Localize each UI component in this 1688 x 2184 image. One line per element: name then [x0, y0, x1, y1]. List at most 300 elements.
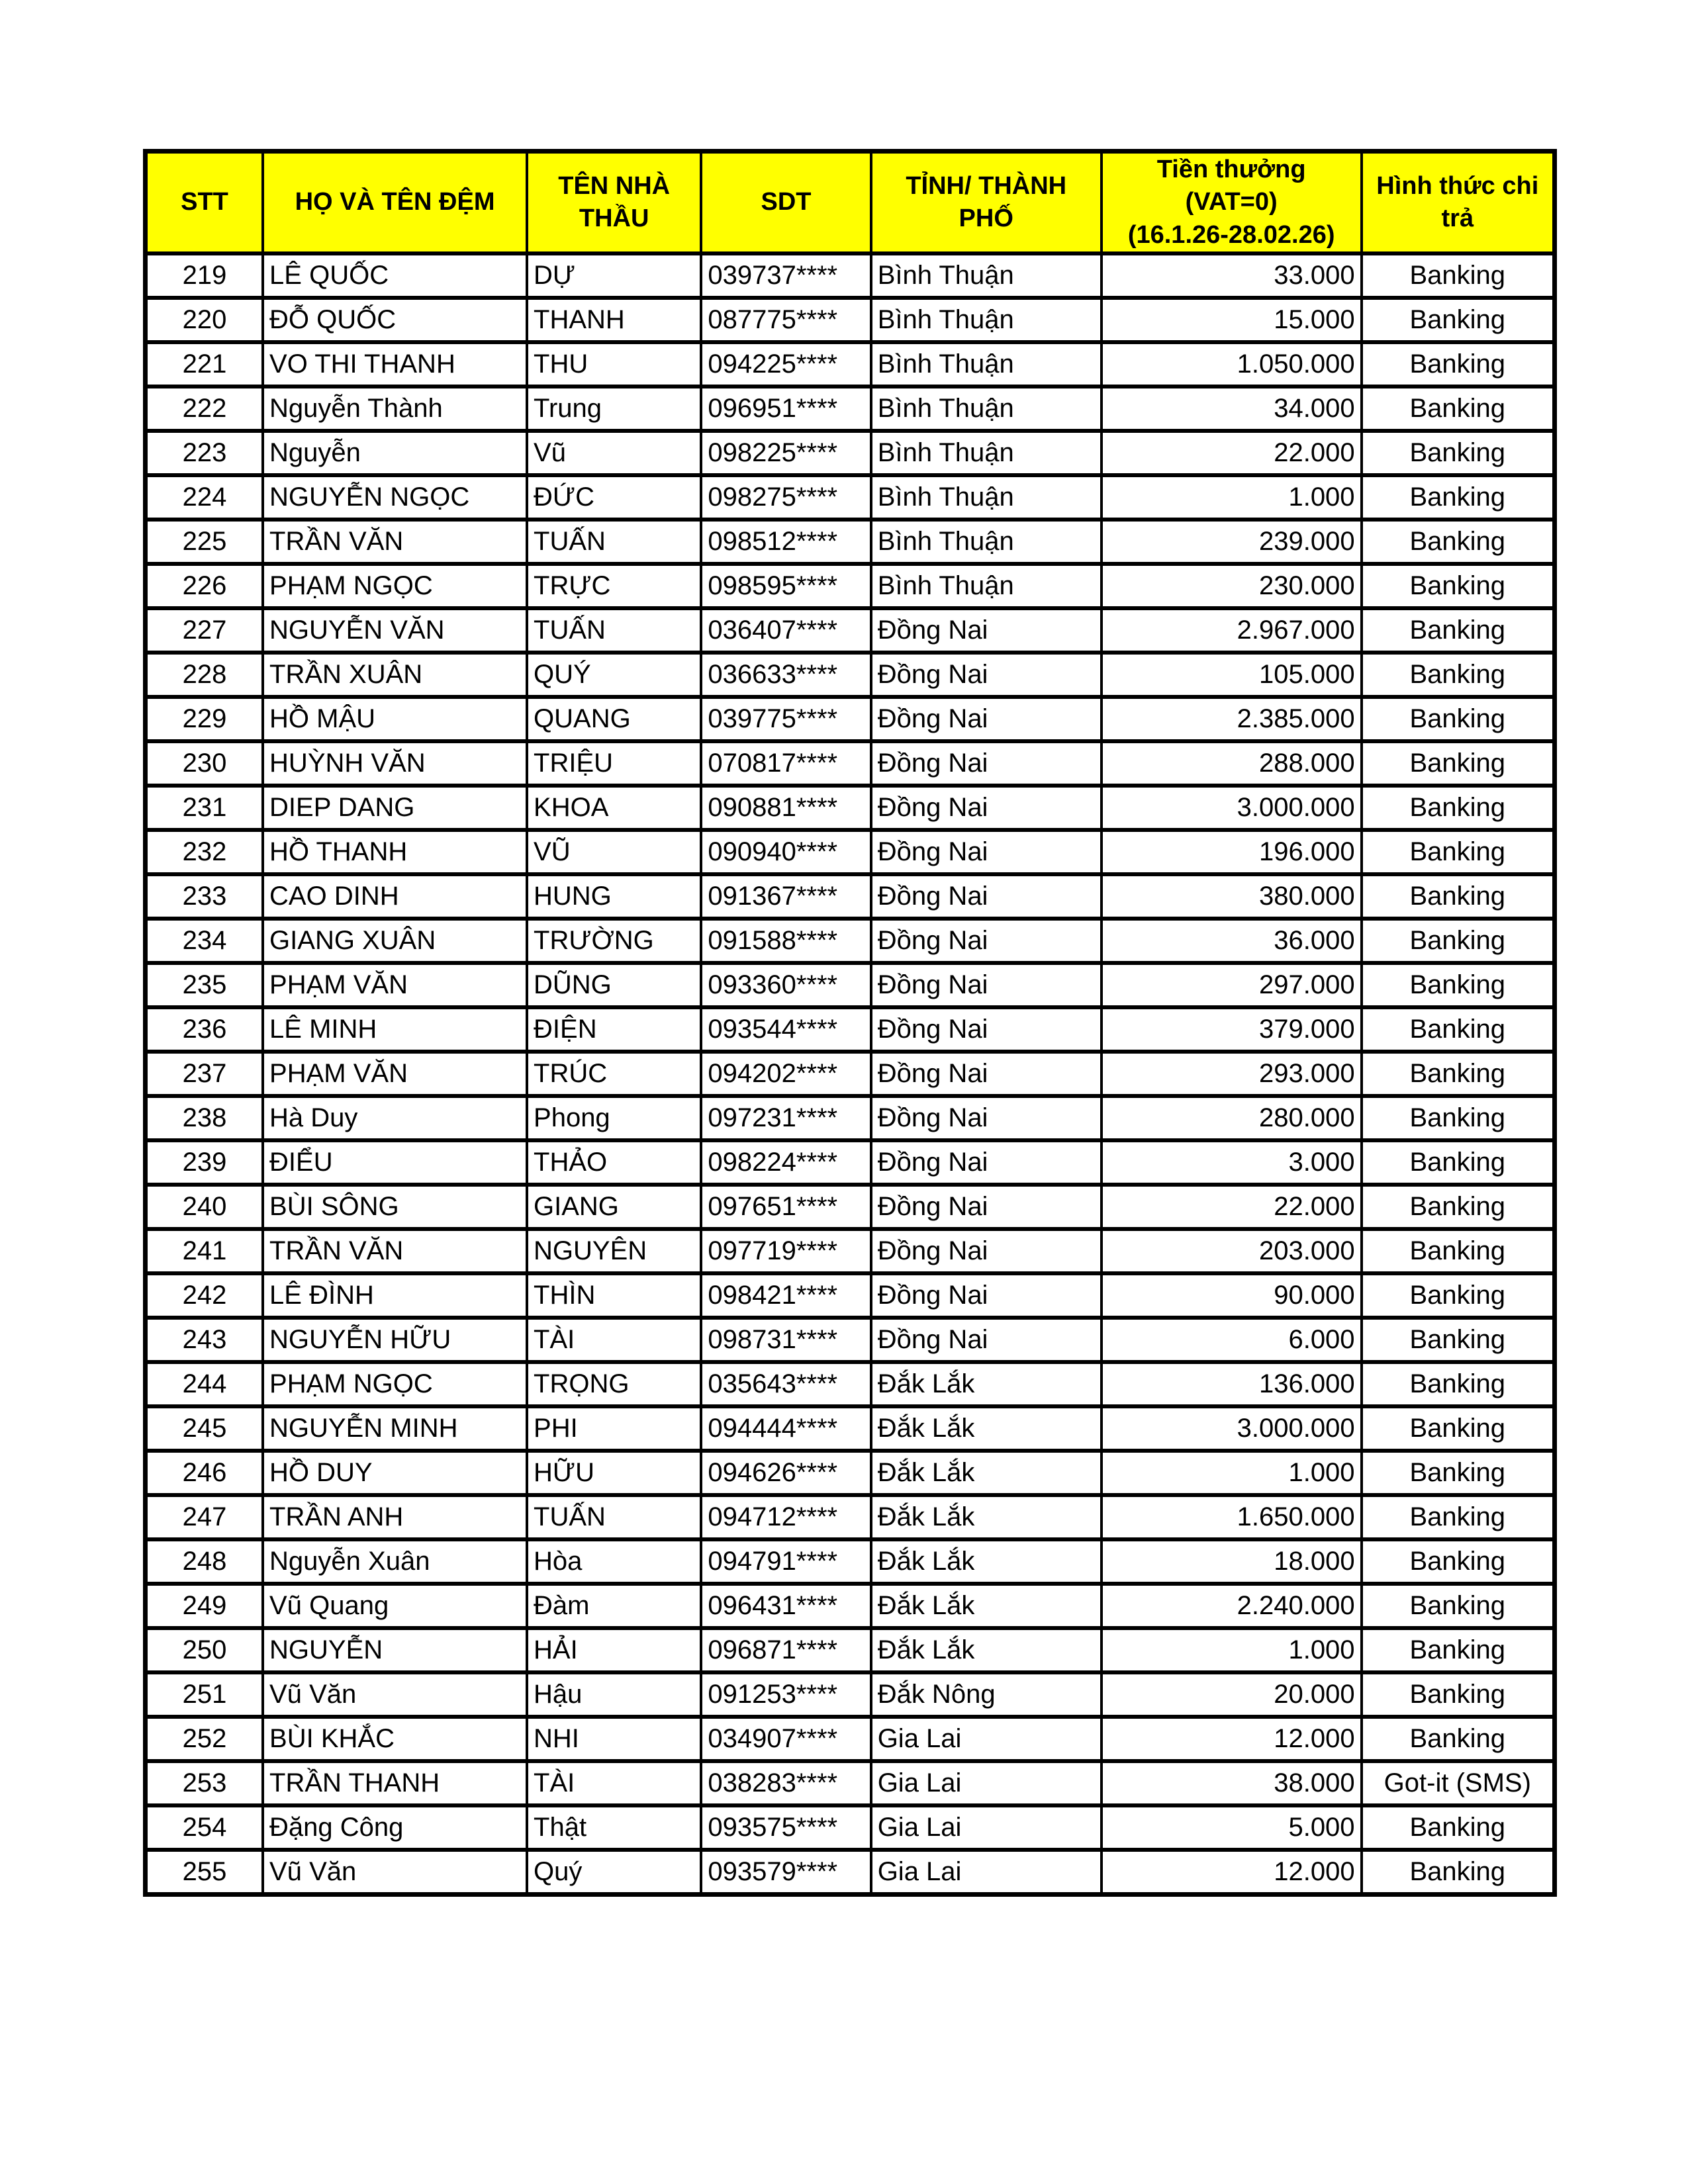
cell-hinh-thuc-chi-tra: Got-it (SMS) — [1362, 1761, 1555, 1805]
tien-thuong-line1: Tiền thưởng (VAT=0) — [1156, 156, 1306, 216]
cell-sdt: 091367**** — [701, 874, 870, 919]
cell-tinh-thanh-pho: Bình Thuận — [871, 475, 1102, 520]
cell-ho-va-ten-dem: Vũ Văn — [263, 1850, 527, 1895]
table-row — [146, 874, 1555, 919]
cell-stt: 234 — [146, 919, 263, 963]
cell-tien-thuong: 12.000 — [1102, 1717, 1362, 1761]
cell-hinh-thuc-chi-tra: Banking — [1362, 1318, 1555, 1362]
cell-tien-thuong: 34.000 — [1102, 387, 1362, 431]
cell-tinh-thanh-pho: Đắk Lắk — [871, 1406, 1102, 1451]
cell-sdt: 091588**** — [701, 919, 870, 963]
cell-ho-va-ten-dem: TRẦN XUÂN — [263, 653, 527, 697]
table-row — [146, 1584, 1555, 1628]
cell-tinh-thanh-pho: Đồng Nai — [871, 1052, 1102, 1096]
cell-tien-thuong: 2.385.000 — [1102, 697, 1362, 741]
cell-tinh-thanh-pho: Bình Thuận — [871, 387, 1102, 431]
cell-ho-va-ten-dem: LÊ QUỐC — [263, 253, 527, 298]
cell-tien-thuong: 1.050.000 — [1102, 342, 1362, 387]
cell-tien-thuong: 379.000 — [1102, 1007, 1362, 1052]
header-row — [146, 152, 1555, 254]
cell-ten-nha-thau: NGUYÊN — [527, 1229, 701, 1273]
cell-tinh-thanh-pho: Đắk Nông — [871, 1672, 1102, 1717]
cell-ten-nha-thau: GIANG — [527, 1185, 701, 1229]
table-row — [146, 1717, 1555, 1761]
cell-stt: 255 — [146, 1850, 263, 1895]
cell-hinh-thuc-chi-tra: Banking — [1362, 653, 1555, 697]
cell-sdt: 093575**** — [701, 1805, 870, 1850]
cell-sdt: 094791**** — [701, 1539, 870, 1584]
cell-ten-nha-thau: THÌN — [527, 1273, 701, 1318]
cell-ho-va-ten-dem: DIEP DANG — [263, 786, 527, 830]
table-row — [146, 1362, 1555, 1406]
cell-ten-nha-thau: TUẤN — [527, 1495, 701, 1539]
cell-tien-thuong: 280.000 — [1102, 1096, 1362, 1140]
cell-hinh-thuc-chi-tra: Banking — [1362, 342, 1555, 387]
cell-hinh-thuc-chi-tra: Banking — [1362, 564, 1555, 608]
cell-stt: 249 — [146, 1584, 263, 1628]
cell-tien-thuong: 230.000 — [1102, 564, 1362, 608]
cell-hinh-thuc-chi-tra: Banking — [1362, 1628, 1555, 1672]
cell-tinh-thanh-pho: Gia Lai — [871, 1717, 1102, 1761]
cell-tinh-thanh-pho: Đắk Lắk — [871, 1495, 1102, 1539]
cell-sdt: 093544**** — [701, 1007, 870, 1052]
cell-tien-thuong: 38.000 — [1102, 1761, 1362, 1805]
cell-ho-va-ten-dem: CAO DINH — [263, 874, 527, 919]
cell-ten-nha-thau: TRƯỜNG — [527, 919, 701, 963]
cell-ho-va-ten-dem: Nguyễn Thành — [263, 387, 527, 431]
cell-tinh-thanh-pho: Đồng Nai — [871, 653, 1102, 697]
cell-ho-va-ten-dem: ĐỖ QUỐC — [263, 298, 527, 342]
cell-ten-nha-thau: DỰ — [527, 253, 701, 298]
cell-ho-va-ten-dem: VO THI THANH — [263, 342, 527, 387]
cell-hinh-thuc-chi-tra: Banking — [1362, 786, 1555, 830]
table-body — [146, 253, 1555, 1895]
table-row — [146, 1761, 1555, 1805]
cell-ho-va-ten-dem: PHẠM NGỌC — [263, 564, 527, 608]
table-row — [146, 1495, 1555, 1539]
cell-ho-va-ten-dem: Nguyễn Xuân — [263, 1539, 527, 1584]
cell-sdt: 093579**** — [701, 1850, 870, 1895]
table-row — [146, 1052, 1555, 1096]
cell-ten-nha-thau: Quý — [527, 1850, 701, 1895]
cell-stt: 248 — [146, 1539, 263, 1584]
cell-hinh-thuc-chi-tra: Banking — [1362, 431, 1555, 475]
cell-tinh-thanh-pho: Gia Lai — [871, 1805, 1102, 1850]
cell-ho-va-ten-dem: PHẠM VĂN — [263, 1052, 527, 1096]
cell-sdt: 098224**** — [701, 1140, 870, 1185]
cell-stt: 237 — [146, 1052, 263, 1096]
cell-hinh-thuc-chi-tra: Banking — [1362, 298, 1555, 342]
cell-tien-thuong: 1.000 — [1102, 475, 1362, 520]
cell-ho-va-ten-dem: NGUYỄN HỮU — [263, 1318, 527, 1362]
cell-hinh-thuc-chi-tra: Banking — [1362, 608, 1555, 653]
cell-stt: 250 — [146, 1628, 263, 1672]
cell-sdt: 039775**** — [701, 697, 870, 741]
cell-sdt: 098731**** — [701, 1318, 870, 1362]
cell-tien-thuong: 20.000 — [1102, 1672, 1362, 1717]
cell-tien-thuong: 5.000 — [1102, 1805, 1362, 1850]
cell-tien-thuong: 90.000 — [1102, 1273, 1362, 1318]
cell-stt: 252 — [146, 1717, 263, 1761]
cell-sdt: 094444**** — [701, 1406, 870, 1451]
cell-hinh-thuc-chi-tra: Banking — [1362, 1052, 1555, 1096]
cell-stt: 239 — [146, 1140, 263, 1185]
cell-tinh-thanh-pho: Gia Lai — [871, 1850, 1102, 1895]
table-row — [146, 919, 1555, 963]
cell-tien-thuong: 15.000 — [1102, 298, 1362, 342]
cell-hinh-thuc-chi-tra: Banking — [1362, 1406, 1555, 1451]
cell-tien-thuong: 18.000 — [1102, 1539, 1362, 1584]
cell-ho-va-ten-dem: NGUYỄN VĂN — [263, 608, 527, 653]
cell-hinh-thuc-chi-tra: Banking — [1362, 697, 1555, 741]
table-row — [146, 1007, 1555, 1052]
cell-ten-nha-thau: Hòa — [527, 1539, 701, 1584]
cell-tinh-thanh-pho: Đồng Nai — [871, 919, 1102, 963]
cell-hinh-thuc-chi-tra: Banking — [1362, 1495, 1555, 1539]
cell-sdt: 097651**** — [701, 1185, 870, 1229]
cell-sdt: 090881**** — [701, 786, 870, 830]
cell-tinh-thanh-pho: Đồng Nai — [871, 874, 1102, 919]
cell-tinh-thanh-pho: Đắk Lắk — [871, 1539, 1102, 1584]
cell-tinh-thanh-pho: Bình Thuận — [871, 342, 1102, 387]
cell-tien-thuong: 3.000 — [1102, 1140, 1362, 1185]
cell-ten-nha-thau: TRỌNG — [527, 1362, 701, 1406]
cell-ho-va-ten-dem: GIANG XUÂN — [263, 919, 527, 963]
table-row — [146, 1140, 1555, 1185]
cell-ten-nha-thau: QUANG — [527, 697, 701, 741]
cell-ten-nha-thau: ĐỨC — [527, 475, 701, 520]
cell-tinh-thanh-pho: Đồng Nai — [871, 963, 1102, 1007]
cell-sdt: 096871**** — [701, 1628, 870, 1672]
cell-tien-thuong: 3.000.000 — [1102, 1406, 1362, 1451]
cell-tien-thuong: 33.000 — [1102, 253, 1362, 298]
cell-ten-nha-thau: PHI — [527, 1406, 701, 1451]
cell-stt: 253 — [146, 1761, 263, 1805]
cell-sdt: 097231**** — [701, 1096, 870, 1140]
cell-tinh-thanh-pho: Đồng Nai — [871, 697, 1102, 741]
cell-tinh-thanh-pho: Đắk Lắk — [871, 1362, 1102, 1406]
cell-sdt: 096431**** — [701, 1584, 870, 1628]
cell-sdt: 070817**** — [701, 741, 870, 786]
table-row — [146, 564, 1555, 608]
cell-tien-thuong: 203.000 — [1102, 1229, 1362, 1273]
cell-tien-thuong: 22.000 — [1102, 1185, 1362, 1229]
cell-ho-va-ten-dem: BÙI KHẮC — [263, 1717, 527, 1761]
cell-ho-va-ten-dem: HỒ DUY — [263, 1451, 527, 1495]
cell-ten-nha-thau: THU — [527, 342, 701, 387]
cell-sdt: 036633**** — [701, 653, 870, 697]
cell-stt: 225 — [146, 520, 263, 564]
cell-ten-nha-thau: Đàm — [527, 1584, 701, 1628]
cell-ten-nha-thau: QUÝ — [527, 653, 701, 697]
cell-tien-thuong: 1.000 — [1102, 1451, 1362, 1495]
cell-ho-va-ten-dem: NGUYỄN MINH — [263, 1406, 527, 1451]
table-row — [146, 653, 1555, 697]
cell-ten-nha-thau: TRIỆU — [527, 741, 701, 786]
cell-stt: 251 — [146, 1672, 263, 1717]
cell-ho-va-ten-dem: Vũ Văn — [263, 1672, 527, 1717]
cell-stt: 230 — [146, 741, 263, 786]
cell-tinh-thanh-pho: Đồng Nai — [871, 741, 1102, 786]
cell-sdt: 098595**** — [701, 564, 870, 608]
cell-ho-va-ten-dem: PHẠM VĂN — [263, 963, 527, 1007]
cell-stt: 247 — [146, 1495, 263, 1539]
cell-stt: 226 — [146, 564, 263, 608]
cell-hinh-thuc-chi-tra: Banking — [1362, 1229, 1555, 1273]
cell-tinh-thanh-pho: Đồng Nai — [871, 1007, 1102, 1052]
cell-hinh-thuc-chi-tra: Banking — [1362, 1717, 1555, 1761]
table-row — [146, 1273, 1555, 1318]
cell-hinh-thuc-chi-tra: Banking — [1362, 1273, 1555, 1318]
header-cell-hinh-thuc-chi-tra: Hình thức chi trả — [1362, 152, 1555, 254]
cell-sdt: 093360**** — [701, 963, 870, 1007]
header-cell-tien-thuong — [1102, 152, 1362, 254]
cell-hinh-thuc-chi-tra: Banking — [1362, 919, 1555, 963]
cell-sdt: 094202**** — [701, 1052, 870, 1096]
table-row — [146, 1672, 1555, 1717]
cell-ten-nha-thau: DŨNG — [527, 963, 701, 1007]
cell-ten-nha-thau: TRÚC — [527, 1052, 701, 1096]
cell-tinh-thanh-pho: Đồng Nai — [871, 1185, 1102, 1229]
cell-sdt: 091253**** — [701, 1672, 870, 1717]
table-row — [146, 1628, 1555, 1672]
cell-sdt: 098421**** — [701, 1273, 870, 1318]
cell-tinh-thanh-pho: Đồng Nai — [871, 1229, 1102, 1273]
table-row — [146, 1406, 1555, 1451]
cell-tien-thuong: 136.000 — [1102, 1362, 1362, 1406]
cell-ho-va-ten-dem: NGUYỄN — [263, 1628, 527, 1672]
cell-ho-va-ten-dem: LÊ ĐÌNH — [263, 1273, 527, 1318]
cell-ho-va-ten-dem: BÙI SÔNG — [263, 1185, 527, 1229]
cell-sdt: 098225**** — [701, 431, 870, 475]
cell-hinh-thuc-chi-tra: Banking — [1362, 1096, 1555, 1140]
cell-tinh-thanh-pho: Bình Thuận — [871, 431, 1102, 475]
table-row — [146, 520, 1555, 564]
cell-tinh-thanh-pho: Đồng Nai — [871, 1273, 1102, 1318]
cell-ten-nha-thau: TUẤN — [527, 520, 701, 564]
cell-stt: 228 — [146, 653, 263, 697]
cell-ho-va-ten-dem: ĐIỂU — [263, 1140, 527, 1185]
cell-hinh-thuc-chi-tra: Banking — [1362, 253, 1555, 298]
cell-ten-nha-thau: TÀI — [527, 1761, 701, 1805]
table-row — [146, 342, 1555, 387]
cell-tien-thuong: 288.000 — [1102, 741, 1362, 786]
cell-sdt: 094712**** — [701, 1495, 870, 1539]
table-row — [146, 1318, 1555, 1362]
cell-ten-nha-thau: TÀI — [527, 1318, 701, 1362]
cell-ten-nha-thau: HẢI — [527, 1628, 701, 1672]
cell-tinh-thanh-pho: Bình Thuận — [871, 564, 1102, 608]
cell-hinh-thuc-chi-tra: Banking — [1362, 1850, 1555, 1895]
cell-tien-thuong: 12.000 — [1102, 1850, 1362, 1895]
cell-tinh-thanh-pho: Bình Thuận — [871, 298, 1102, 342]
cell-stt: 223 — [146, 431, 263, 475]
cell-ho-va-ten-dem: Nguyễn — [263, 431, 527, 475]
table-row — [146, 253, 1555, 298]
cell-stt: 221 — [146, 342, 263, 387]
cell-ten-nha-thau: KHOA — [527, 786, 701, 830]
cell-ten-nha-thau: VŨ — [527, 830, 701, 874]
cell-stt: 235 — [146, 963, 263, 1007]
tien-thuong-line2: (16.1.26-28.02.26) — [1127, 220, 1335, 249]
cell-stt: 222 — [146, 387, 263, 431]
cell-tinh-thanh-pho: Đồng Nai — [871, 1318, 1102, 1362]
cell-sdt: 039737**** — [701, 253, 870, 298]
cell-ten-nha-thau: HUNG — [527, 874, 701, 919]
cell-stt: 233 — [146, 874, 263, 919]
cell-ten-nha-thau: Vũ — [527, 431, 701, 475]
cell-hinh-thuc-chi-tra: Banking — [1362, 1140, 1555, 1185]
cell-ho-va-ten-dem: Đặng Công — [263, 1805, 527, 1850]
table-row — [146, 1805, 1555, 1850]
cell-ho-va-ten-dem: HỒ MẬU — [263, 697, 527, 741]
table-row — [146, 963, 1555, 1007]
cell-hinh-thuc-chi-tra: Banking — [1362, 520, 1555, 564]
table-row — [146, 475, 1555, 520]
table-row — [146, 431, 1555, 475]
cell-tinh-thanh-pho: Đồng Nai — [871, 1096, 1102, 1140]
table-row — [146, 1850, 1555, 1895]
cell-ten-nha-thau: TUẤN — [527, 608, 701, 653]
table-row — [146, 1229, 1555, 1273]
cell-hinh-thuc-chi-tra: Banking — [1362, 830, 1555, 874]
cell-ho-va-ten-dem: Hà Duy — [263, 1096, 527, 1140]
cell-tien-thuong: 2.240.000 — [1102, 1584, 1362, 1628]
cell-ho-va-ten-dem: HUỲNH VĂN — [263, 741, 527, 786]
cell-stt: 227 — [146, 608, 263, 653]
cell-tien-thuong: 380.000 — [1102, 874, 1362, 919]
cell-ho-va-ten-dem: TRẦN ANH — [263, 1495, 527, 1539]
cell-hinh-thuc-chi-tra: Banking — [1362, 1451, 1555, 1495]
cell-stt: 245 — [146, 1406, 263, 1451]
cell-tinh-thanh-pho: Đồng Nai — [871, 1140, 1102, 1185]
cell-hinh-thuc-chi-tra: Banking — [1362, 963, 1555, 1007]
cell-ten-nha-thau: THANH — [527, 298, 701, 342]
cell-ho-va-ten-dem: TRẦN VĂN — [263, 1229, 527, 1273]
table-row — [146, 697, 1555, 741]
table-row — [146, 741, 1555, 786]
cell-ten-nha-thau: NHI — [527, 1717, 701, 1761]
cell-hinh-thuc-chi-tra: Banking — [1362, 741, 1555, 786]
cell-stt: 232 — [146, 830, 263, 874]
cell-hinh-thuc-chi-tra: Banking — [1362, 1185, 1555, 1229]
cell-tien-thuong: 6.000 — [1102, 1318, 1362, 1362]
cell-tinh-thanh-pho: Đồng Nai — [871, 786, 1102, 830]
table-row — [146, 1185, 1555, 1229]
table-row — [146, 1539, 1555, 1584]
cell-ten-nha-thau: THẢO — [527, 1140, 701, 1185]
cell-tien-thuong: 297.000 — [1102, 963, 1362, 1007]
cell-ho-va-ten-dem: TRẦN THANH — [263, 1761, 527, 1805]
cell-stt: 224 — [146, 475, 263, 520]
cell-ten-nha-thau: ĐIỆN — [527, 1007, 701, 1052]
cell-ten-nha-thau: Thật — [527, 1805, 701, 1850]
cell-tien-thuong: 36.000 — [1102, 919, 1362, 963]
cell-sdt: 094225**** — [701, 342, 870, 387]
cell-tien-thuong: 3.000.000 — [1102, 786, 1362, 830]
cell-hinh-thuc-chi-tra: Banking — [1362, 1805, 1555, 1850]
cell-hinh-thuc-chi-tra: Banking — [1362, 874, 1555, 919]
cell-stt: 244 — [146, 1362, 263, 1406]
table-row — [146, 1096, 1555, 1140]
cell-sdt: 035643**** — [701, 1362, 870, 1406]
cell-tinh-thanh-pho: Đồng Nai — [871, 830, 1102, 874]
table-row — [146, 1451, 1555, 1495]
cell-stt: 242 — [146, 1273, 263, 1318]
cell-tien-thuong: 1.000 — [1102, 1628, 1362, 1672]
cell-ho-va-ten-dem: NGUYỄN NGỌC — [263, 475, 527, 520]
cell-tinh-thanh-pho: Đắk Lắk — [871, 1628, 1102, 1672]
table-row — [146, 786, 1555, 830]
cell-ho-va-ten-dem: LÊ MINH — [263, 1007, 527, 1052]
cell-sdt: 087775**** — [701, 298, 870, 342]
cell-tien-thuong: 105.000 — [1102, 653, 1362, 697]
cell-stt: 238 — [146, 1096, 263, 1140]
table-row — [146, 830, 1555, 874]
cell-hinh-thuc-chi-tra: Banking — [1362, 1362, 1555, 1406]
cell-sdt: 094626**** — [701, 1451, 870, 1495]
cell-stt: 254 — [146, 1805, 263, 1850]
cell-stt: 220 — [146, 298, 263, 342]
cell-stt: 243 — [146, 1318, 263, 1362]
cell-stt: 246 — [146, 1451, 263, 1495]
cell-ten-nha-thau: Phong — [527, 1096, 701, 1140]
cell-sdt: 097719**** — [701, 1229, 870, 1273]
cell-ho-va-ten-dem: PHẠM NGỌC — [263, 1362, 527, 1406]
cell-stt: 219 — [146, 253, 263, 298]
header-cell-tinh-thanh-pho: TỈNH/ THÀNH PHỐ — [871, 152, 1102, 254]
cell-hinh-thuc-chi-tra: Banking — [1362, 1007, 1555, 1052]
table-row — [146, 298, 1555, 342]
cell-tinh-thanh-pho: Đắk Lắk — [871, 1451, 1102, 1495]
cell-sdt: 098275**** — [701, 475, 870, 520]
prize-table — [143, 149, 1557, 1897]
cell-hinh-thuc-chi-tra: Banking — [1362, 1584, 1555, 1628]
header-cell-ho-va-ten-dem: HỌ VÀ TÊN ĐỆM — [263, 152, 527, 254]
cell-hinh-thuc-chi-tra: Banking — [1362, 1672, 1555, 1717]
cell-stt: 236 — [146, 1007, 263, 1052]
cell-ten-nha-thau: TRỰC — [527, 564, 701, 608]
cell-tinh-thanh-pho: Đồng Nai — [871, 608, 1102, 653]
table-row — [146, 387, 1555, 431]
cell-tien-thuong: 2.967.000 — [1102, 608, 1362, 653]
cell-sdt: 036407**** — [701, 608, 870, 653]
header-cell-ten-nha-thau: TÊN NHÀ THẦU — [527, 152, 701, 254]
cell-hinh-thuc-chi-tra: Banking — [1362, 387, 1555, 431]
cell-tien-thuong: 22.000 — [1102, 431, 1362, 475]
cell-sdt: 038283**** — [701, 1761, 870, 1805]
cell-stt: 229 — [146, 697, 263, 741]
cell-stt: 240 — [146, 1185, 263, 1229]
cell-tinh-thanh-pho: Bình Thuận — [871, 253, 1102, 298]
cell-ten-nha-thau: HỮU — [527, 1451, 701, 1495]
header-cell-sdt: SDT — [701, 152, 870, 254]
cell-ho-va-ten-dem: Vũ Quang — [263, 1584, 527, 1628]
cell-hinh-thuc-chi-tra: Banking — [1362, 1539, 1555, 1584]
cell-hinh-thuc-chi-tra: Banking — [1362, 475, 1555, 520]
cell-sdt: 096951**** — [701, 387, 870, 431]
cell-tien-thuong: 196.000 — [1102, 830, 1362, 874]
header-cell-stt: STT — [146, 152, 263, 254]
cell-sdt: 090940**** — [701, 830, 870, 874]
cell-tien-thuong: 239.000 — [1102, 520, 1362, 564]
cell-tien-thuong: 293.000 — [1102, 1052, 1362, 1096]
cell-tinh-thanh-pho: Bình Thuận — [871, 520, 1102, 564]
cell-ho-va-ten-dem: TRẦN VĂN — [263, 520, 527, 564]
cell-sdt: 098512**** — [701, 520, 870, 564]
cell-tien-thuong: 1.650.000 — [1102, 1495, 1362, 1539]
cell-stt: 231 — [146, 786, 263, 830]
